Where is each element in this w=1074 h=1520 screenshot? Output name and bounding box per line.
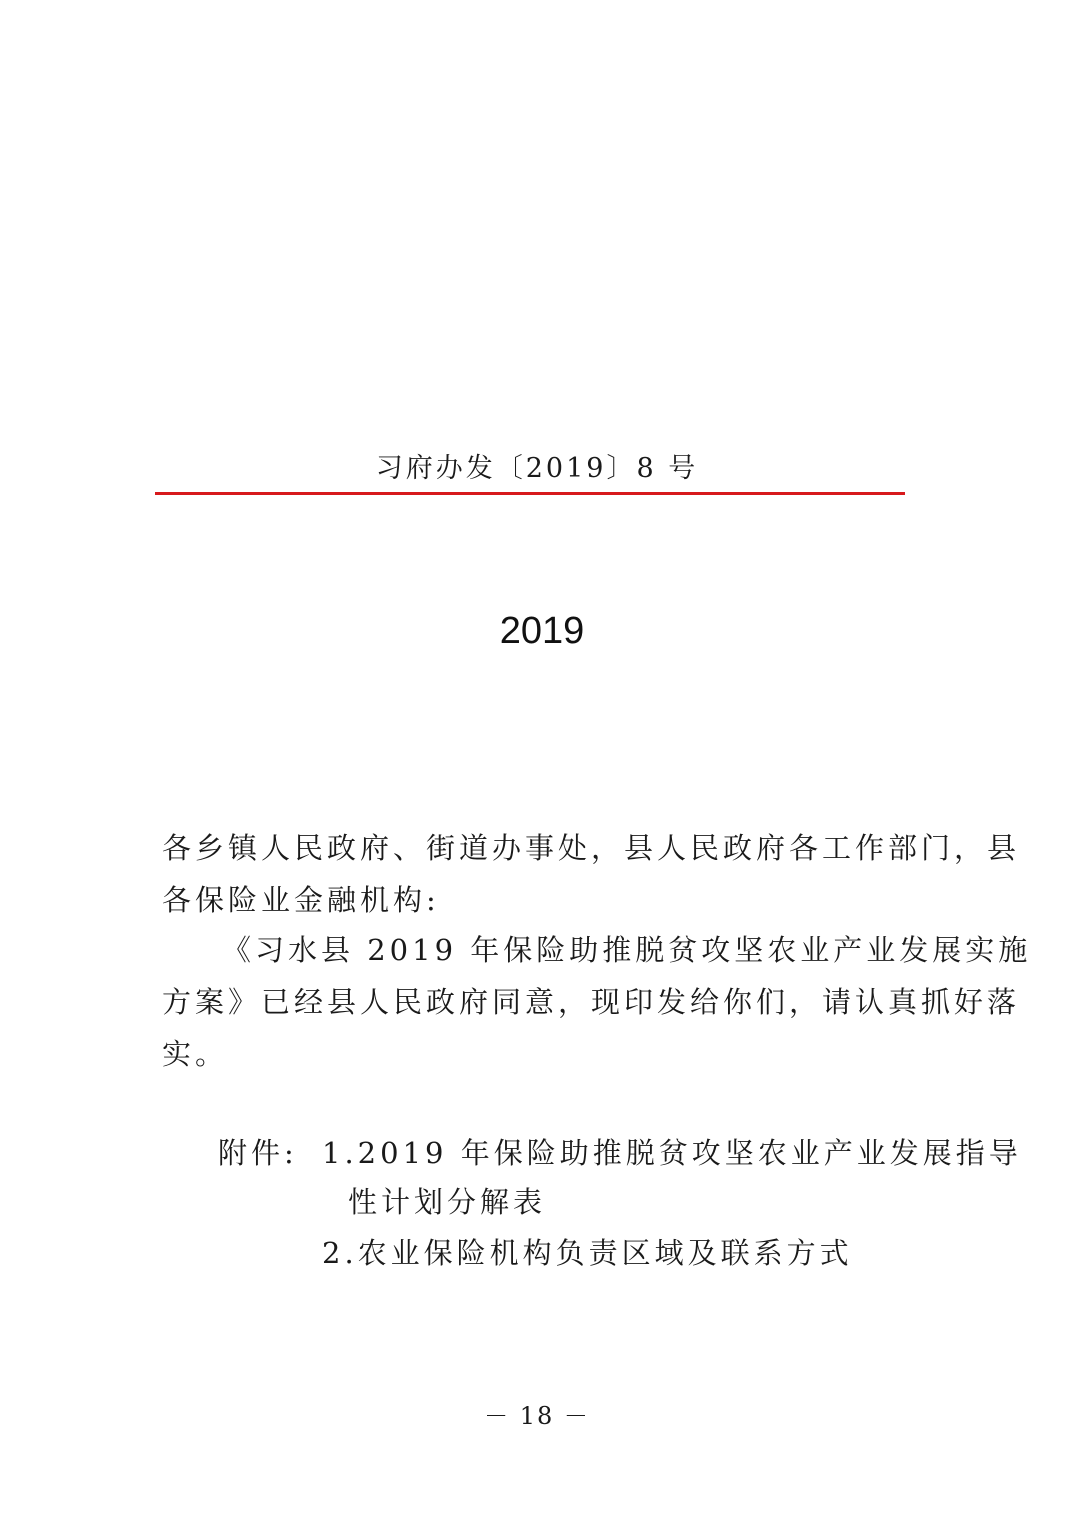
addressee-line-2: 各保险业金融机构: bbox=[162, 883, 440, 917]
body-line-1: 《习水县 2019 年保险助推脱贫攻坚农业产业发展实施 bbox=[222, 933, 1032, 967]
document-number: 习府办发〔2019〕8 号 bbox=[375, 453, 699, 484]
attachment-item-1-line-1: 1.2019 年保险助推脱贫攻坚农业产业发展指导 bbox=[322, 1136, 1022, 1170]
page-number: － 18 － bbox=[484, 1402, 590, 1430]
attachment-item-1-line-2: 性计划分解表 bbox=[348, 1185, 547, 1219]
attachments-label: 附件: bbox=[218, 1136, 298, 1170]
body-line-3: 实。 bbox=[162, 1037, 229, 1071]
attachment-item-2: 2.农业保险机构负责区域及联系方式 bbox=[322, 1236, 853, 1270]
document-title: 2019 bbox=[499, 610, 585, 652]
body-line-2: 方案》已经县人民政府同意，现印发给你们，请认真抓好落 bbox=[162, 985, 1021, 1019]
red-separator-line bbox=[155, 492, 905, 495]
addressee-line-1: 各乡镇人民政府、街道办事处，县人民政府各工作部门，县 bbox=[162, 831, 1021, 865]
